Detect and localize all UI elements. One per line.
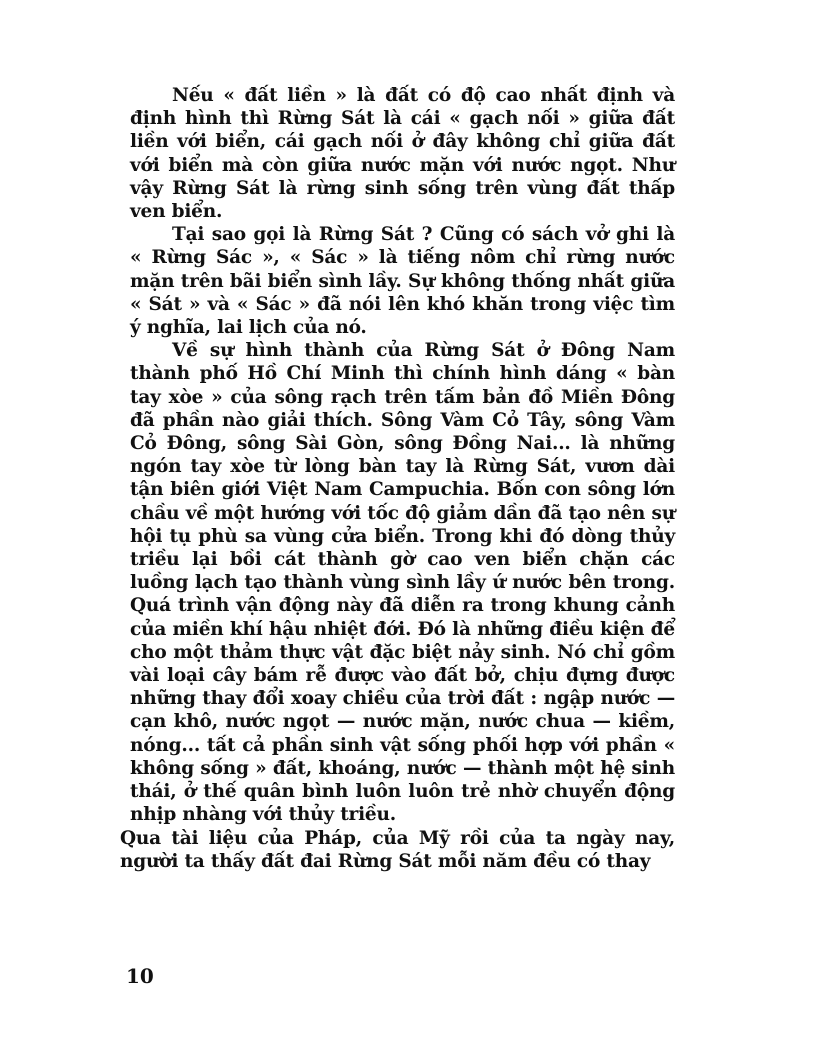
paragraph-1: Nếu « đất liền » là đất có độ cao nhất định và định hình thì Rừng Sát là cái « gạch nối » giữa đất liền với biển, cái gạch nối ở đây không chỉ giữa đất với biển mà còn giữa nước mặn với nước ngọt. Như vậy Rừng Sát là rừng sinh sống trên vùng đất thấp ven biển. — [130, 85, 675, 223]
page-body — [120, 84, 675, 873]
paragraph-3: Về sự hình thành của Rừng Sát ở Đông Nam thành phố Hồ Chí Minh thì chính hình dáng « bàn tay xòe » của sông rạch trên tấm bản đồ Miền Đông đã phần nào giải thích. Sông Vàm Cỏ Tây, sông Vàm Cỏ Đông, sông Sài Gòn, sông Đồng Nai... là những ngón tay xòe từ lòng bàn tay là Rừng Sát, vươn dài tận biên giới Việt Nam Campuchia. Bốn con sông lớn chầu về một hướng với tốc độ giảm dần đã tạo nên sự hội tụ phù sa vùng cửa biển. Trong khi đó dòng thủy triều lại bồi cát thành gờ cao ven biển chặn các luồng lạch tạo thành vùng sình lầy ứ nước bên trong. Quá trình vận động này đã diễn ra trong khung cảnh của miền khí hậu nhiệt đới. Đó là những điều kiện để cho một thảm thực vật đặc biệt nảy sinh. Nó chỉ gồm vài loại cây bám rễ được vào đất bở, chịu đựng được những thay đổi xoay chiều của trời đất : ngập nước — cạn khô, nước ngọt — nước mặn, nước chua — kiềm, nóng... tất cả phần sinh vật sống phối hợp với phần « không sống » đất, khoáng, nước — thành một hệ sinh thái, ở thế quân bình luôn luôn trẻ nhờ chuyển động nhịp nhàng với thủy triều. — [130, 340, 675, 826]
paragraph-2: Tại sao gọi là Rừng Sát ? Cũng có sách vở ghi là « Rừng Sác », « Sác » là tiếng nôm chỉ rừng nước mặn trên bãi biển sình lầy. Sự không thống nhất giữa « Sát » và « Sác » đã nói lên khó khăn trong việc tìm ý nghĩa, lai lịch của nó. — [130, 224, 675, 339]
paragraph-4: Qua tài liệu của Pháp, của Mỹ rồi của ta ngày nay, người ta thấy đất đai Rừng Sát mỗi năm đều có thay — [120, 827, 675, 872]
page-number: 10 — [126, 964, 154, 988]
